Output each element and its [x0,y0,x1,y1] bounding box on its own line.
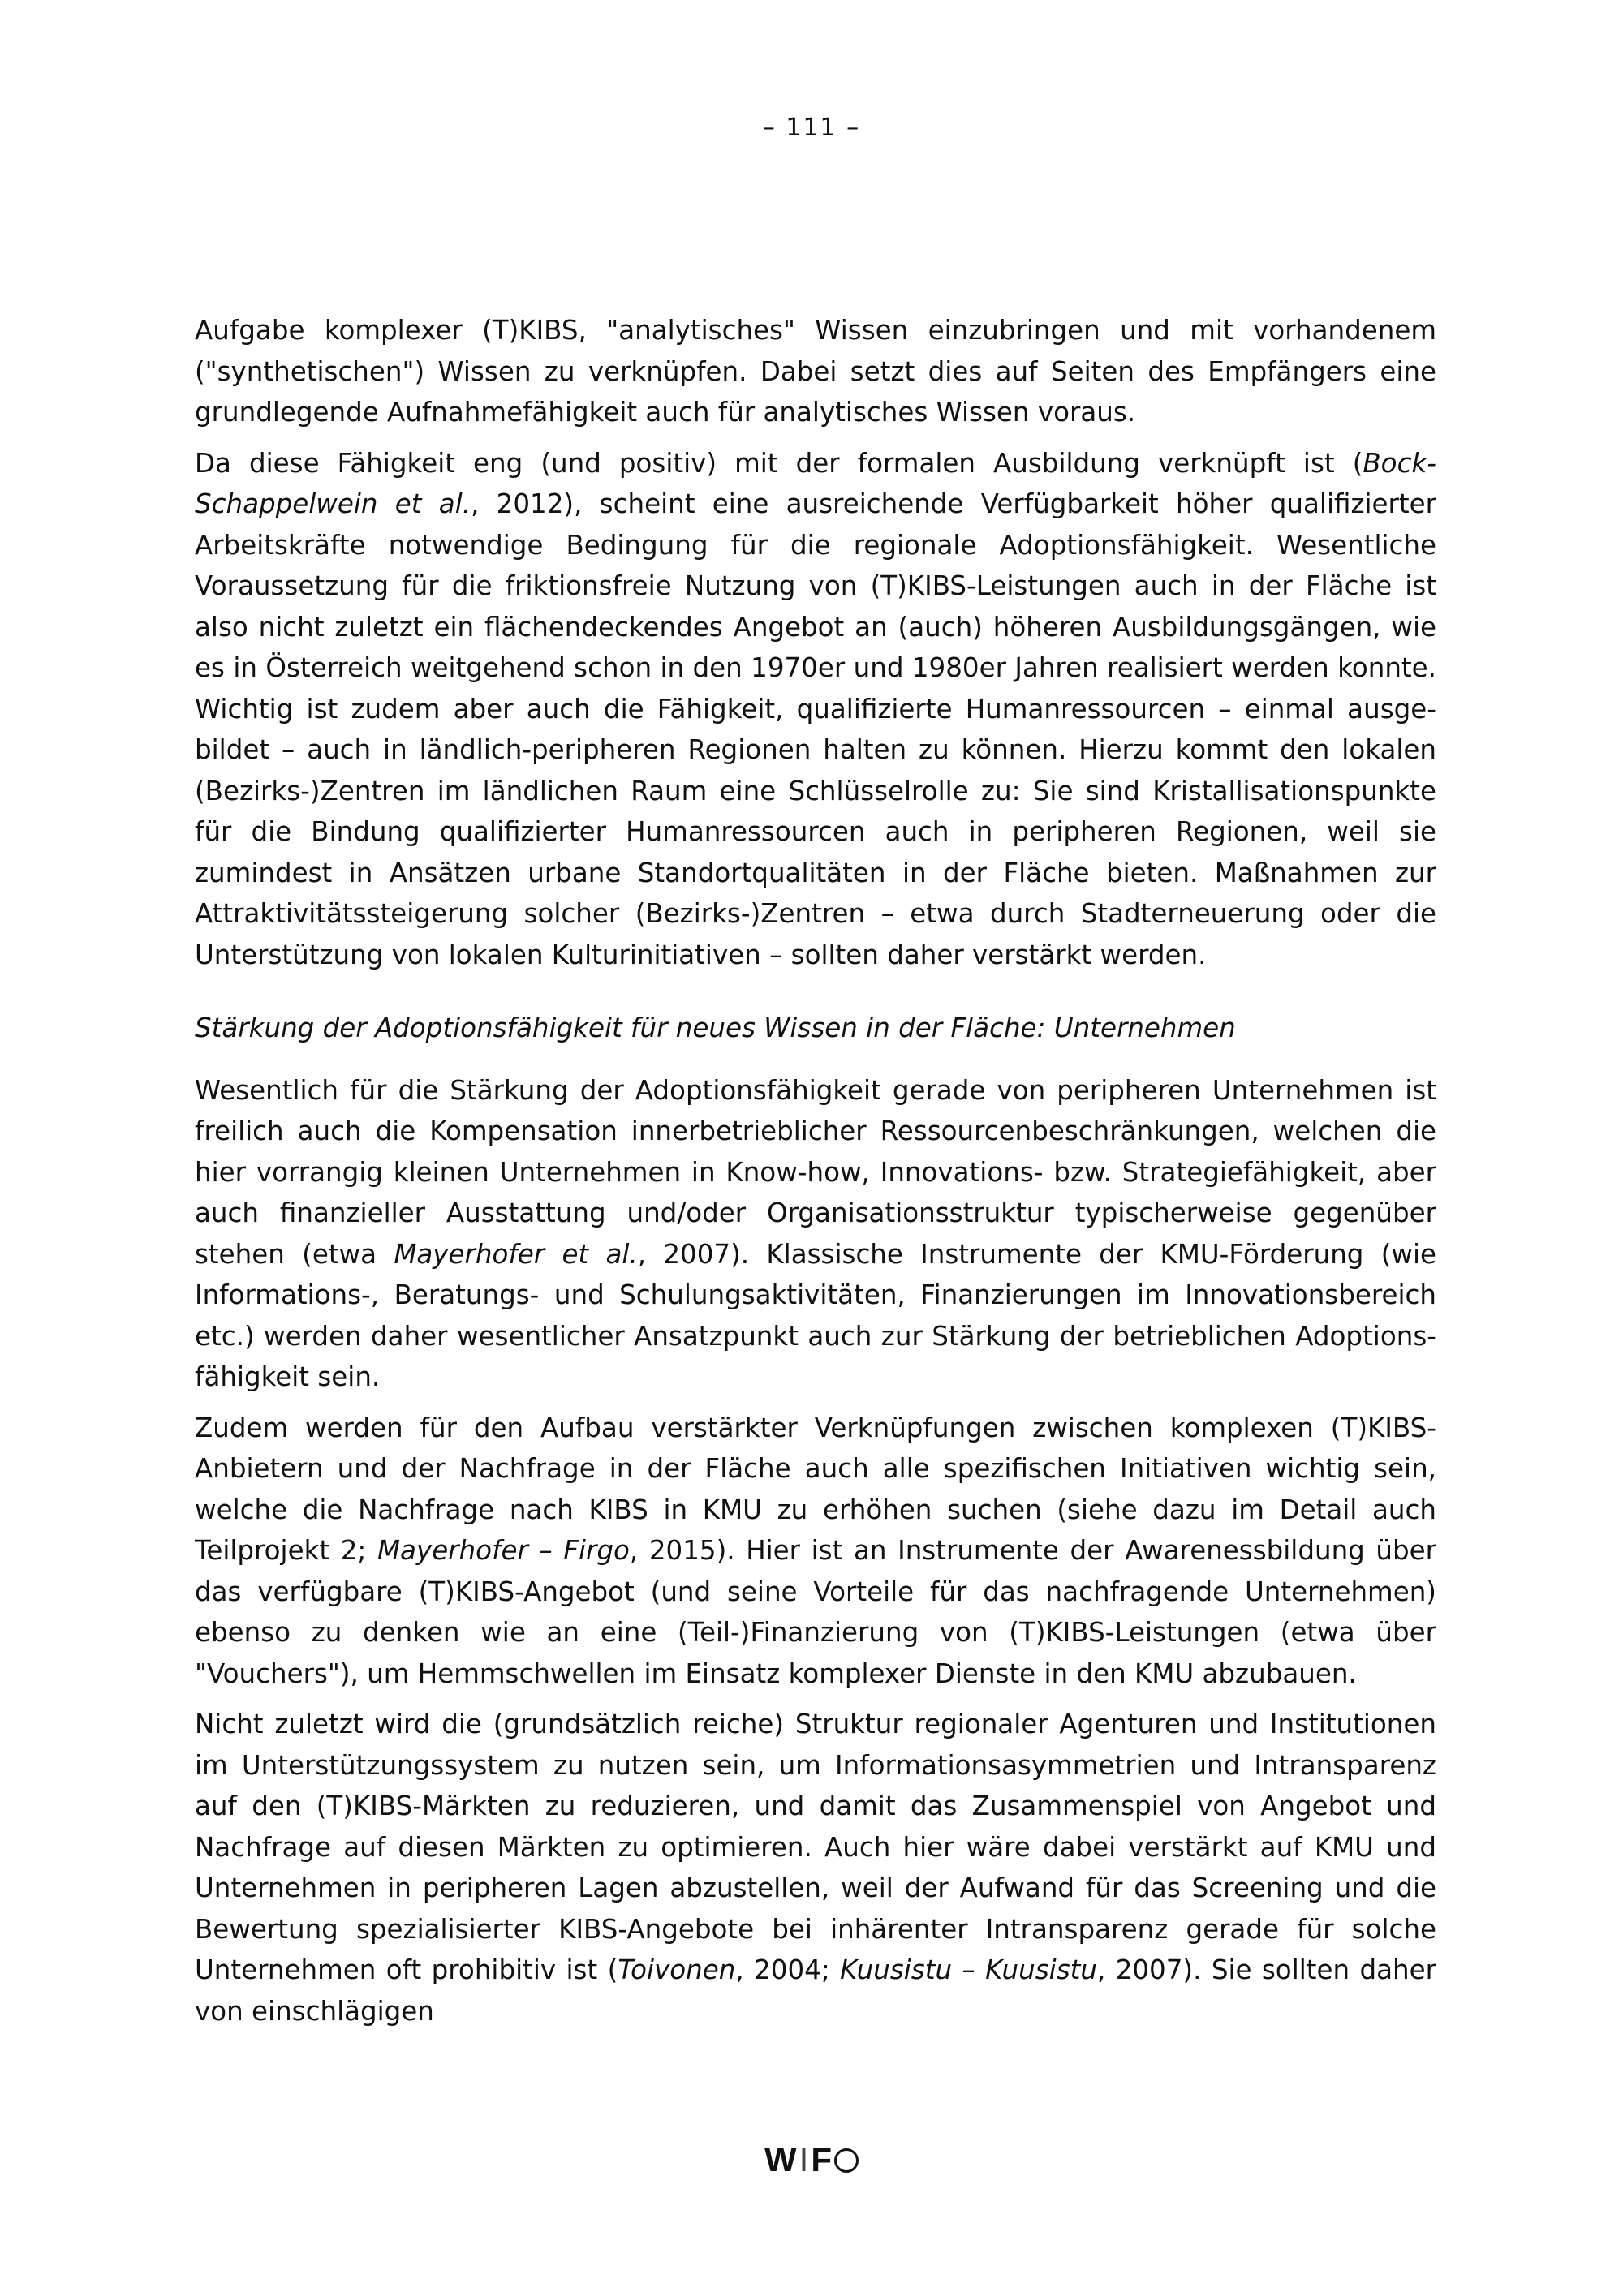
section-subheading [195,1008,1436,1049]
text-segment: Stärkung der Adoptionsfähigkeit für neues Wissen in der Fläche: Unternehmen [195,1013,1236,1043]
wifo-logo [0,2140,1623,2179]
body-text [195,310,1436,2041]
citation-author: Mayerhofer – Firgo [377,1535,630,1566]
text-segment: Da diese Fähigkeit eng (und positiv) mit der formalen Ausbildung verknüpft ist ( [195,447,1363,479]
citation-author: Kuusistu – Kuusistu [840,1954,1097,1985]
text-segment: , 2004; [735,1954,841,1985]
text-segment: , 2007). Klassische Instrumente der KMU-Förderung (wie Informations-, Beratungs- und Schulungsaktivitäten, Finanzierungen im Innovationsbereich etc.) werden daher wesentlicher Ansatzpunkt auch zur Stärkung der betrieblichen Adoptionsfähigkeit sein. [195,1238,1436,1392]
paragraph [195,1070,1436,1398]
text-segment: Aufgabe komplexer (T)KIBS, "analytisches" Wissen einzubringen und mit vorhandenem ("synthetischen") Wissen zu verknüpfen. Dabei setzt dies auf Seiten des Empfängers eine grundlegende Aufnahmefähigkeit auch für analytisches Wissen voraus. [195,315,1436,428]
logo-circle-o [834,2148,859,2173]
paragraph [195,310,1436,433]
text-segment: Zudem werden für den Aufbau verstärkter Verknüpfungen zwischen komplexen (T)KIBS-Anbietern und der Nachfrage in der Fläche auch alle spezifischen Initiativen wichtig sein, welche die Nachfrage nach KIBS in KMU zu erhöhen suchen (siehe dazu im Detail auch Teilprojekt 2; [195,1412,1436,1566]
citation-author: Bock-Schappelwein et al. [195,447,1436,519]
text-segment: Wesentlich für die Stärkung der Adoptionsfähigkeit gerade von peripheren Unternehmen ist freilich auch die Kompensation innerbetrieblicher Ressourcenbeschränkungen, welchen die hier vorrangig kleinen Unternehmen in Know-how, Innovations- bzw. Strategiefähigkeit, aber auch finanzieller Ausstattung und/oder Organisationsstruktur typischerweise gegenüber stehen (etwa [195,1074,1436,1270]
logo-bar: I [799,2140,810,2178]
text-segment: Nicht zuletzt wird die (grundsätzlich reiche) Struktur regionaler Agenturen und Institutionen im Unterstützungssystem zu nutzen sein, um Informationsasymmetrien und Intransparenz auf den (T)KIBS-Märkten zu reduzieren, und damit das Zusammenspiel von Angebot und Nachfrage auf diesen Märkten zu optimieren. Auch hier wäre dabei verstärkt auf KMU und Unternehmen in peripheren Lagen abzustellen, weil der Aufwand für das Screening und die Bewertung spezialisierter KIBS-Angebote bei inhärenter Intransparenz gerade für solche Unternehmen oft prohibitiv ist ( [195,1709,1436,1985]
logo-letter-f: F [811,2140,833,2178]
text-segment: , 2012), scheint eine ausreichende Verfügbarkeit höher qualifizierter Arbeitskräfte notwendige Bedingung für die regionale Adoptionsfähigkeit. Wesentliche Voraussetzung für die friktionsfreie Nutzung von (T)KIBS-Leistungen auch in der Fläche ist also nicht zuletzt ein flächendeckendes Angebot an (auch) höheren Ausbildungsgängen, wie es in Österreich weitgehend schon in den 1970er und 1980er Jahren realisiert werden konnte. Wichtig ist zudem aber auch die Fähigkeit, qualifizierte Humanressourcen – einmal ausgebildet – auch in ländlich-peripheren Regionen halten zu können. Hierzu kommt den lokalen (Bezirks-)Zentren im ländlichen Raum eine Schlüsselrolle zu: Sie sind Kristallisationspunkte für die Bindung qualifizierter Humanressourcen auch in peripheren Regionen, weil sie zumindest in Ansätzen urbane Standortqualitäten in der Fläche bieten. Maßnahmen zur Attraktivitätssteigerung solcher (Bezirks-)Zentren – etwa durch Stadterneuerung oder die Unterstützung von lokalen Kulturinitiativen – sollten daher verstärkt werden. [195,488,1436,970]
text-segment: , 2015). Hier ist an Instrumente der Awarenessbildung über das verfügbare (T)KIBS-Angebot (und seine Vorteile für das nachfragende Unternehmen) ebenso zu denken wie an eine (Teil-)Finanzierung von (T)KIBS-Leistungen (etwa über "Vouchers"), um Hemmschwellen im Einsatz komplexer Dienste in den KMU abzubauen. [195,1535,1436,1689]
citation-author: Mayerhofer et al. [394,1238,638,1270]
citation-author: Toivonen [618,1954,736,1985]
paragraph [195,443,1436,976]
page-number: – 111 – [762,114,861,142]
paragraph [195,1408,1436,1695]
logo-letter-w: W [764,2140,798,2178]
paragraph [195,1704,1436,2032]
text-segment: , 2007). Sie sollten daher von einschlägigen [195,1954,1436,2027]
